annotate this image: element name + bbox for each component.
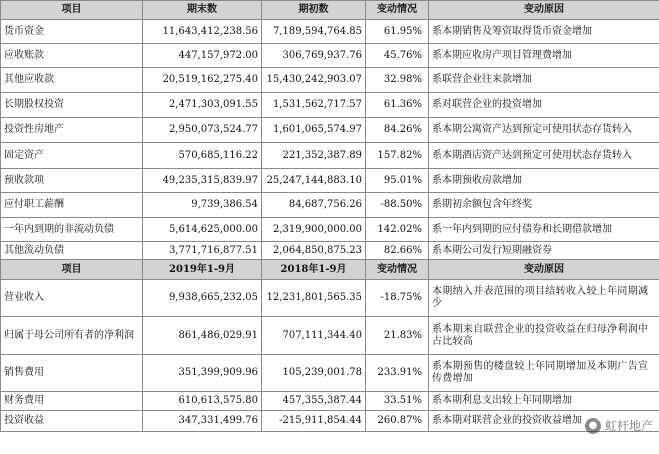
row-change: 84.26% [366,118,429,143]
row-reason: 系本期预收房款增加 [429,169,659,193]
row-change: 61.95% [366,20,429,44]
row-value-end: 447,157,972.00 [143,44,262,68]
row-value-2018: 105,239,001.78 [262,355,366,392]
row-value-start: 2,319,900,000.00 [262,218,366,242]
row-reason: 系本期公寓资产达到预定可使用状态存货转入 [429,118,659,143]
row-item: 销售费用 [1,355,143,392]
row-value-end: 49,235,315,839.97 [143,169,262,193]
row-change: -88.50% [366,193,429,218]
table-row [1,68,659,93]
row-reason: 本期纳入并表范围的项目结转收入较上年同期减少 [429,280,659,317]
row-reason: 系本期销售及筹资取得货币资金增加 [429,20,659,44]
row-item: 投资性房地产 [1,118,143,143]
table-row [1,44,659,68]
row-reason: 系对联营企业的投资增加 [429,93,659,118]
table-row [1,355,659,392]
header-period-end: 期末数 [143,1,262,20]
row-value-start: 1,601,065,574.97 [262,118,366,143]
table-row [1,20,659,44]
table-row [1,392,659,411]
row-value-start: 15,430,242,903.07 [262,68,366,93]
table-row [1,317,659,355]
header-change: 变动情况 [366,1,429,20]
balance-header-row [1,1,659,20]
row-value-end: 2,950,073,524.77 [143,118,262,143]
row-change: -18.75% [366,280,429,317]
row-item: 固定资产 [1,143,143,169]
row-value-start: 1,531,562,717.57 [262,93,366,118]
table-row [1,118,659,143]
row-reason: 系本期应收房产项目管理费增加 [429,44,659,68]
row-item: 应收账款 [1,44,143,68]
row-change: 142.02% [366,218,429,242]
row-change: 82.66% [366,242,429,260]
header-period-2019: 2019年1-9月 [143,260,262,280]
table-row [1,169,659,193]
row-value-start: 7,189,594,764.85 [262,20,366,44]
header-period-start: 期初数 [262,1,366,20]
row-reason: 系一年内到期的应付债券和长期借款增加 [429,218,659,242]
row-value-end: 3,771,716,877.51 [143,242,262,260]
row-value-start: 84,687,756.26 [262,193,366,218]
header-change: 变动情况 [366,260,429,280]
row-change: 33.51% [366,392,429,411]
table-row [1,280,659,317]
row-change: 157.82% [366,143,429,169]
row-change: 21.83% [366,317,429,355]
row-value-2018: 12,231,801,565.35 [262,280,366,317]
row-value-2019: 610,613,575.80 [143,392,262,411]
row-item: 投资收益 [1,411,143,432]
row-reason: 系本期公司发行短期融资券 [429,242,659,260]
row-reason: 系本期来自联营企业的投资收益在归母净利润中占比较高 [429,317,659,355]
row-item: 一年内到期的非流动负债 [1,218,143,242]
row-item: 长期股权投资 [1,93,143,118]
row-value-end: 570,685,116.22 [143,143,262,169]
table-row [1,93,659,118]
row-value-start: 221,352,387.89 [262,143,366,169]
row-value-2018: 457,355,387.44 [262,392,366,411]
row-reason: 系联营企业往来款增加 [429,68,659,93]
row-value-2019: 347,331,499.76 [143,411,262,432]
income-header-row [1,260,659,280]
row-reason: 系本期预售的楼盘较上年同期增加及本期广告宣传费增加 [429,355,659,392]
wechat-logo-icon: ● [585,418,601,434]
table-row [1,411,659,432]
table-row [1,143,659,169]
row-change: 32.98% [366,68,429,93]
row-value-end: 9,739,386.54 [143,193,262,218]
header-reason: 变动原因 [429,260,659,280]
row-change: 260.87% [366,411,429,432]
row-reason: 系本期对联营企业的投资收益增加 [429,411,659,432]
row-value-start: 25,247,144,883.10 [262,169,366,193]
row-value-2018: 707,111,344.40 [262,317,366,355]
table-row [1,242,659,260]
row-change: 45.76% [366,44,429,68]
row-item: 其他应收款 [1,68,143,93]
row-value-start: 2,064,850,875.23 [262,242,366,260]
header-period-2018: 2018年1-9月 [262,260,366,280]
row-change: 95.01% [366,169,429,193]
row-item: 营业收入 [1,280,143,317]
table-row [1,218,659,242]
row-value-2019: 861,486,029.91 [143,317,262,355]
row-value-end: 11,643,412,238.56 [143,20,262,44]
header-item: 项目 [1,260,143,280]
row-item: 其他流动负债 [1,242,143,260]
row-value-2018: -215,911,854.44 [262,411,366,432]
table-row [1,193,659,218]
row-value-end: 5,614,625,000.00 [143,218,262,242]
row-value-2019: 9,938,665,232.05 [143,280,262,317]
row-item: 归属于母公司所有者的净利润 [1,317,143,355]
row-item: 货币资金 [1,20,143,44]
row-change: 61.36% [366,93,429,118]
row-value-2019: 351,399,909.96 [143,355,262,392]
row-reason: 系本期酒店资产达到预定可使用状态存货转入 [429,143,659,169]
header-item: 项目 [1,1,143,20]
header-reason: 变动原因 [429,1,659,20]
row-value-start: 306,769,937.76 [262,44,366,68]
row-value-end: 20,519,162,275.40 [143,68,262,93]
row-change: 233.91% [366,355,429,392]
row-item: 财务费用 [1,392,143,411]
row-value-end: 2,471,303,091.55 [143,93,262,118]
row-item: 应付职工薪酬 [1,193,143,218]
watermark-text: 虹杆地产 [604,419,653,433]
row-reason: 系本期利息支出较上年同期增加 [429,392,659,411]
row-item: 预收款项 [1,169,143,193]
row-reason: 系期初余额包含年终奖 [429,193,659,218]
